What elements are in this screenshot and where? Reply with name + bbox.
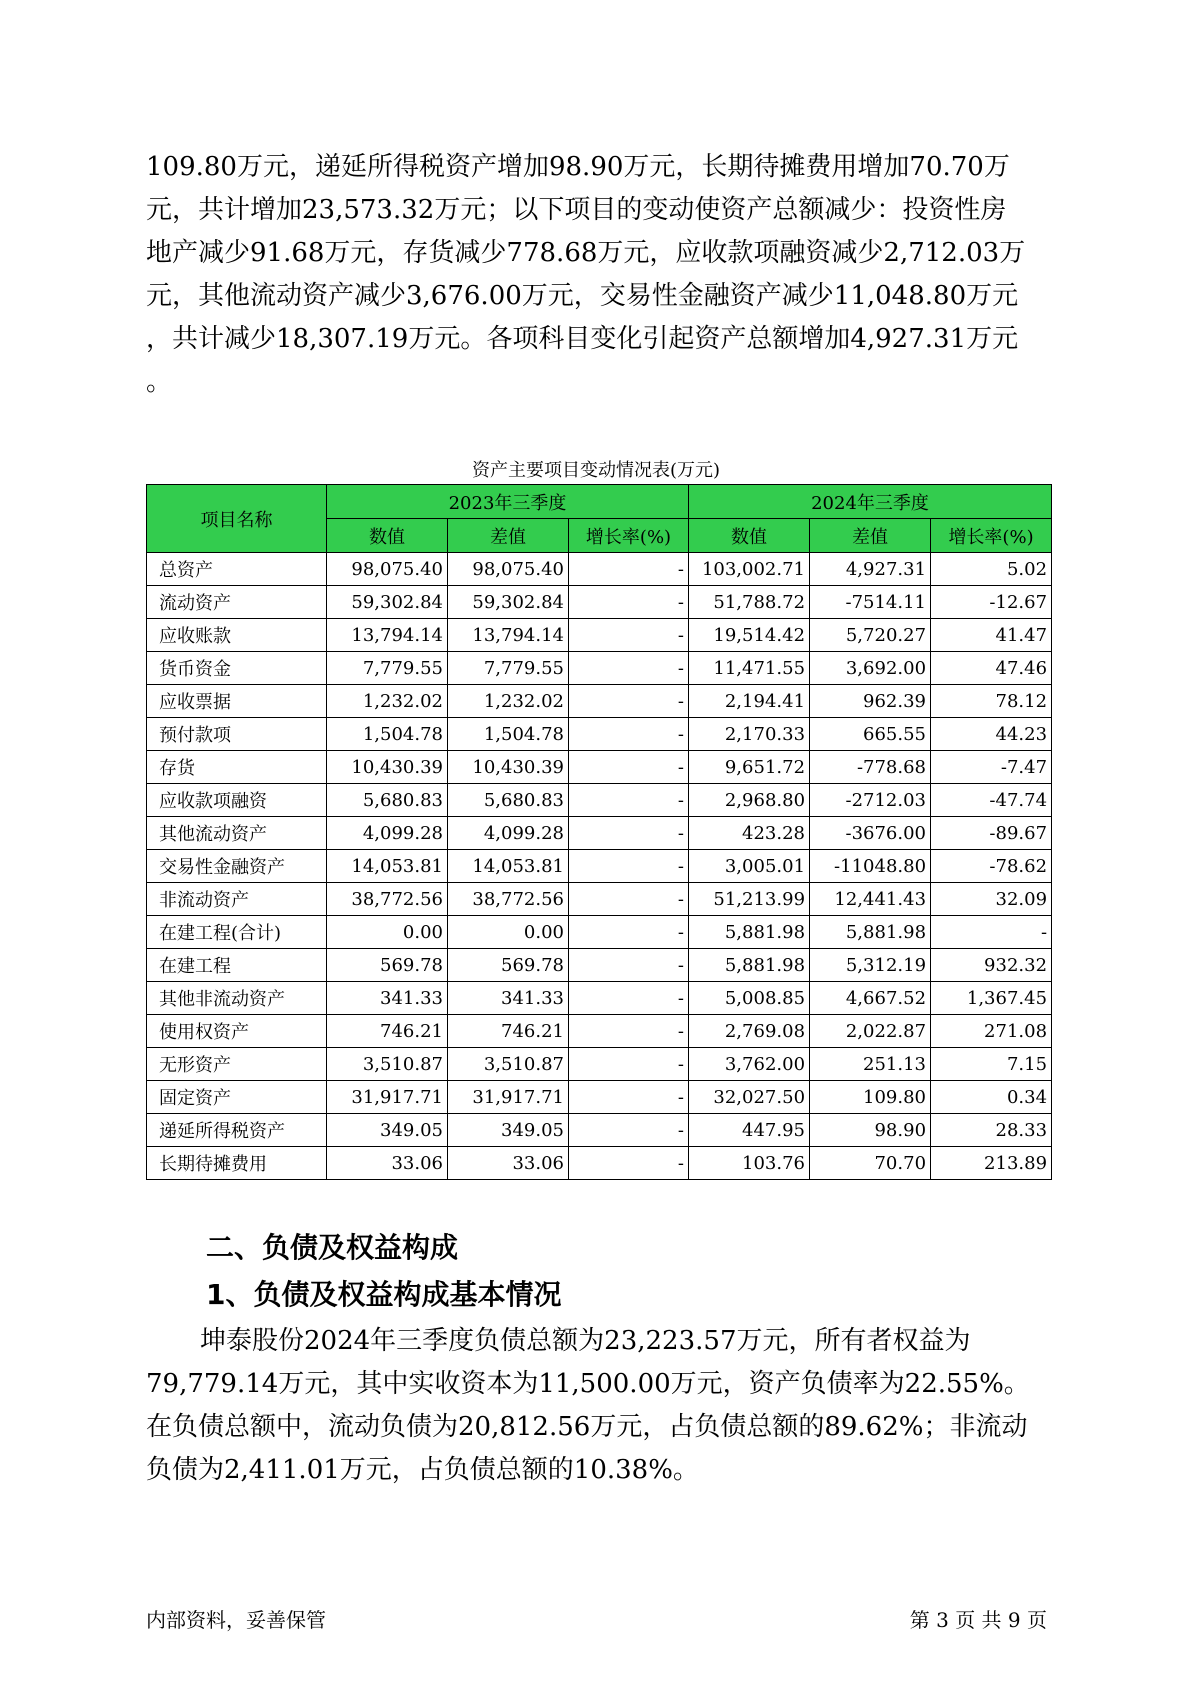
row-name: 流动资产 — [147, 586, 327, 619]
col-header-2023: 2023年三季度 — [327, 485, 689, 519]
value-2023: 31,917.71 — [327, 1081, 448, 1114]
diff-2024: -778.68 — [810, 751, 931, 784]
growth-2024: -78.62 — [931, 850, 1052, 883]
value-2023: 7,779.55 — [327, 652, 448, 685]
growth-2024: 5.02 — [931, 553, 1052, 586]
diff-2023: 13,794.14 — [448, 619, 569, 652]
growth-2023: - — [569, 1048, 689, 1081]
diff-2023: 14,053.81 — [448, 850, 569, 883]
diff-2023: 349.05 — [448, 1114, 569, 1147]
section-heading: 二、负债及权益构成 — [206, 1231, 459, 1264]
row-name: 长期待摊费用 — [147, 1147, 327, 1180]
row-name: 在建工程 — [147, 949, 327, 982]
sub-header-value-2024: 数值 — [689, 519, 810, 553]
diff-2024: 4,927.31 — [810, 553, 931, 586]
growth-2024: 28.33 — [931, 1114, 1052, 1147]
row-name: 其他非流动资产 — [147, 982, 327, 1015]
growth-2024: 1,367.45 — [931, 982, 1052, 1015]
growth-2023: - — [569, 817, 689, 850]
diff-2023: 98,075.40 — [448, 553, 569, 586]
diff-2024: 5,881.98 — [810, 916, 931, 949]
value-2024: 9,651.72 — [689, 751, 810, 784]
diff-2024: -3676.00 — [810, 817, 931, 850]
diff-2023: 0.00 — [448, 916, 569, 949]
diff-2023: 1,232.02 — [448, 685, 569, 718]
intro-line: 地产减少91.68万元，存货减少778.68万元，应收款项融资减少2,712.03万 — [146, 238, 1026, 268]
row-name: 应收款项融资 — [147, 784, 327, 817]
value-2023: 746.21 — [327, 1015, 448, 1048]
row-name: 总资产 — [147, 553, 327, 586]
growth-2024: 32.09 — [931, 883, 1052, 916]
row-name: 固定资产 — [147, 1081, 327, 1114]
value-2024: 19,514.42 — [689, 619, 810, 652]
intro-line: ，共计减少18,307.19万元。各项科目变化引起资产总额增加4,927.31万元 — [146, 324, 1019, 354]
sub-header-growth-2024: 增长率(%) — [931, 519, 1052, 553]
diff-2023: 31,917.71 — [448, 1081, 569, 1114]
value-2024: 103,002.71 — [689, 553, 810, 586]
intro-line: 。 — [146, 367, 173, 397]
value-2024: 5,881.98 — [689, 916, 810, 949]
growth-2023: - — [569, 685, 689, 718]
diff-2023: 341.33 — [448, 982, 569, 1015]
table-row — [147, 1147, 1052, 1180]
intro-line: 109.80万元，递延所得税资产增加98.90万元，长期待摊费用增加70.70万 — [146, 152, 1010, 182]
diff-2024: 5,312.19 — [810, 949, 931, 982]
table-row — [147, 1015, 1052, 1048]
value-2024: 3,005.01 — [689, 850, 810, 883]
diff-2023: 569.78 — [448, 949, 569, 982]
value-2024: 51,213.99 — [689, 883, 810, 916]
value-2023: 341.33 — [327, 982, 448, 1015]
growth-2023: - — [569, 982, 689, 1015]
growth-2023: - — [569, 718, 689, 751]
growth-2024: 0.34 — [931, 1081, 1052, 1114]
value-2023: 3,510.87 — [327, 1048, 448, 1081]
value-2023: 98,075.40 — [327, 553, 448, 586]
subsection-heading: 1、负债及权益构成基本情况 — [206, 1278, 562, 1311]
value-2024: 5,881.98 — [689, 949, 810, 982]
growth-2023: - — [569, 1147, 689, 1180]
diff-2023: 1,504.78 — [448, 718, 569, 751]
table-body — [147, 553, 1052, 1180]
value-2023: 569.78 — [327, 949, 448, 982]
growth-2024: - — [931, 916, 1052, 949]
growth-2024: 213.89 — [931, 1147, 1052, 1180]
intro-line: 元，其他流动资产减少3,676.00万元，交易性金融资产减少11,048.80万元 — [146, 281, 1019, 311]
growth-2023: - — [569, 1081, 689, 1114]
diff-2024: -7514.11 — [810, 586, 931, 619]
growth-2023: - — [569, 1114, 689, 1147]
table-row — [147, 982, 1052, 1015]
growth-2024: -7.47 — [931, 751, 1052, 784]
table-row — [147, 916, 1052, 949]
row-name: 交易性金融资产 — [147, 850, 327, 883]
table-row — [147, 718, 1052, 751]
row-name: 使用权资产 — [147, 1015, 327, 1048]
asset-change-table — [146, 484, 1052, 1180]
growth-2023: - — [569, 1015, 689, 1048]
footer-left-note: 内部资料，妥善保管 — [146, 1608, 326, 1632]
growth-2023: - — [569, 883, 689, 916]
value-2024: 51,788.72 — [689, 586, 810, 619]
table-row — [147, 817, 1052, 850]
value-2024: 32,027.50 — [689, 1081, 810, 1114]
diff-2023: 7,779.55 — [448, 652, 569, 685]
value-2023: 14,053.81 — [327, 850, 448, 883]
diff-2023: 33.06 — [448, 1147, 569, 1180]
diff-2024: 2,022.87 — [810, 1015, 931, 1048]
row-name: 递延所得税资产 — [147, 1114, 327, 1147]
diff-2024: 70.70 — [810, 1147, 931, 1180]
growth-2023: - — [569, 619, 689, 652]
diff-2024: 5,720.27 — [810, 619, 931, 652]
value-2024: 2,170.33 — [689, 718, 810, 751]
value-2024: 11,471.55 — [689, 652, 810, 685]
value-2023: 5,680.83 — [327, 784, 448, 817]
body-line: 79,779.14万元，其中实收资本为11,500.00万元，资产负债率为22.55%。 — [146, 1369, 1030, 1399]
table-row — [147, 1114, 1052, 1147]
diff-2023: 10,430.39 — [448, 751, 569, 784]
table-row — [147, 751, 1052, 784]
col-header-2024: 2024年三季度 — [689, 485, 1052, 519]
table-row — [147, 1048, 1052, 1081]
col-header-item: 项目名称 — [147, 485, 327, 553]
row-name: 非流动资产 — [147, 883, 327, 916]
value-2023: 0.00 — [327, 916, 448, 949]
value-2024: 2,194.41 — [689, 685, 810, 718]
growth-2023: - — [569, 784, 689, 817]
growth-2023: - — [569, 850, 689, 883]
value-2023: 4,099.28 — [327, 817, 448, 850]
growth-2024: -47.74 — [931, 784, 1052, 817]
row-name: 应收票据 — [147, 685, 327, 718]
sub-header-growth-2023: 增长率(%) — [569, 519, 689, 553]
table-row — [147, 586, 1052, 619]
growth-2024: 78.12 — [931, 685, 1052, 718]
value-2024: 447.95 — [689, 1114, 810, 1147]
body-line: 在负债总额中，流动负债为20,812.56万元，占负债总额的89.62%；非流动 — [146, 1412, 1028, 1442]
growth-2024: 47.46 — [931, 652, 1052, 685]
table-row — [147, 685, 1052, 718]
row-name: 在建工程(合计) — [147, 916, 327, 949]
diff-2023: 5,680.83 — [448, 784, 569, 817]
body-paragraph — [146, 1320, 1046, 1492]
growth-2024: 41.47 — [931, 619, 1052, 652]
table-caption: 资产主要项目变动情况表(万元) — [471, 460, 721, 481]
sub-header-diff-2023: 差值 — [448, 519, 569, 553]
value-2024: 5,008.85 — [689, 982, 810, 1015]
diff-2024: -2712.03 — [810, 784, 931, 817]
diff-2023: 3,510.87 — [448, 1048, 569, 1081]
diff-2024: 3,692.00 — [810, 652, 931, 685]
value-2024: 3,762.00 — [689, 1048, 810, 1081]
growth-2023: - — [569, 949, 689, 982]
value-2023: 59,302.84 — [327, 586, 448, 619]
growth-2023: - — [569, 586, 689, 619]
diff-2024: 12,441.43 — [810, 883, 931, 916]
value-2023: 38,772.56 — [327, 883, 448, 916]
diff-2023: 38,772.56 — [448, 883, 569, 916]
table-row — [147, 1081, 1052, 1114]
sub-header-value-2023: 数值 — [327, 519, 448, 553]
diff-2024: 962.39 — [810, 685, 931, 718]
value-2023: 13,794.14 — [327, 619, 448, 652]
diff-2024: 251.13 — [810, 1048, 931, 1081]
value-2023: 349.05 — [327, 1114, 448, 1147]
growth-2024: 271.08 — [931, 1015, 1052, 1048]
value-2024: 2,769.08 — [689, 1015, 810, 1048]
row-name: 预付款项 — [147, 718, 327, 751]
table-row — [147, 949, 1052, 982]
value-2024: 423.28 — [689, 817, 810, 850]
growth-2024: -89.67 — [931, 817, 1052, 850]
growth-2024: -12.67 — [931, 586, 1052, 619]
diff-2024: -11048.80 — [810, 850, 931, 883]
diff-2024: 4,667.52 — [810, 982, 931, 1015]
growth-2023: - — [569, 916, 689, 949]
value-2024: 2,968.80 — [689, 784, 810, 817]
growth-2024: 44.23 — [931, 718, 1052, 751]
table-row — [147, 619, 1052, 652]
diff-2023: 59,302.84 — [448, 586, 569, 619]
table-row — [147, 553, 1052, 586]
intro-paragraph — [146, 146, 1046, 404]
sub-header-diff-2024: 差值 — [810, 519, 931, 553]
row-name: 其他流动资产 — [147, 817, 327, 850]
body-line: 坤泰股份2024年三季度负债总额为23,223.57万元，所有者权益为 — [200, 1326, 971, 1356]
diff-2024: 665.55 — [810, 718, 931, 751]
row-name: 货币资金 — [147, 652, 327, 685]
diff-2024: 109.80 — [810, 1081, 931, 1114]
growth-2024: 7.15 — [931, 1048, 1052, 1081]
value-2023: 10,430.39 — [327, 751, 448, 784]
table-row — [147, 883, 1052, 916]
table-row — [147, 784, 1052, 817]
value-2023: 33.06 — [327, 1147, 448, 1180]
diff-2023: 4,099.28 — [448, 817, 569, 850]
growth-2023: - — [569, 751, 689, 784]
growth-2023: - — [569, 553, 689, 586]
value-2023: 1,504.78 — [327, 718, 448, 751]
page-number: 第 3 页 共 9 页 — [909, 1608, 1047, 1632]
row-name: 无形资产 — [147, 1048, 327, 1081]
diff-2024: 98.90 — [810, 1114, 931, 1147]
table-row — [147, 850, 1052, 883]
table-row — [147, 652, 1052, 685]
row-name: 应收账款 — [147, 619, 327, 652]
body-line: 负债为2,411.01万元，占负债总额的10.38%。 — [146, 1455, 699, 1485]
growth-2023: - — [569, 652, 689, 685]
value-2023: 1,232.02 — [327, 685, 448, 718]
growth-2024: 932.32 — [931, 949, 1052, 982]
value-2024: 103.76 — [689, 1147, 810, 1180]
intro-line: 元，共计增加23,573.32万元；以下项目的变动使资产总额减少：投资性房 — [146, 195, 1007, 225]
diff-2023: 746.21 — [448, 1015, 569, 1048]
row-name: 存货 — [147, 751, 327, 784]
